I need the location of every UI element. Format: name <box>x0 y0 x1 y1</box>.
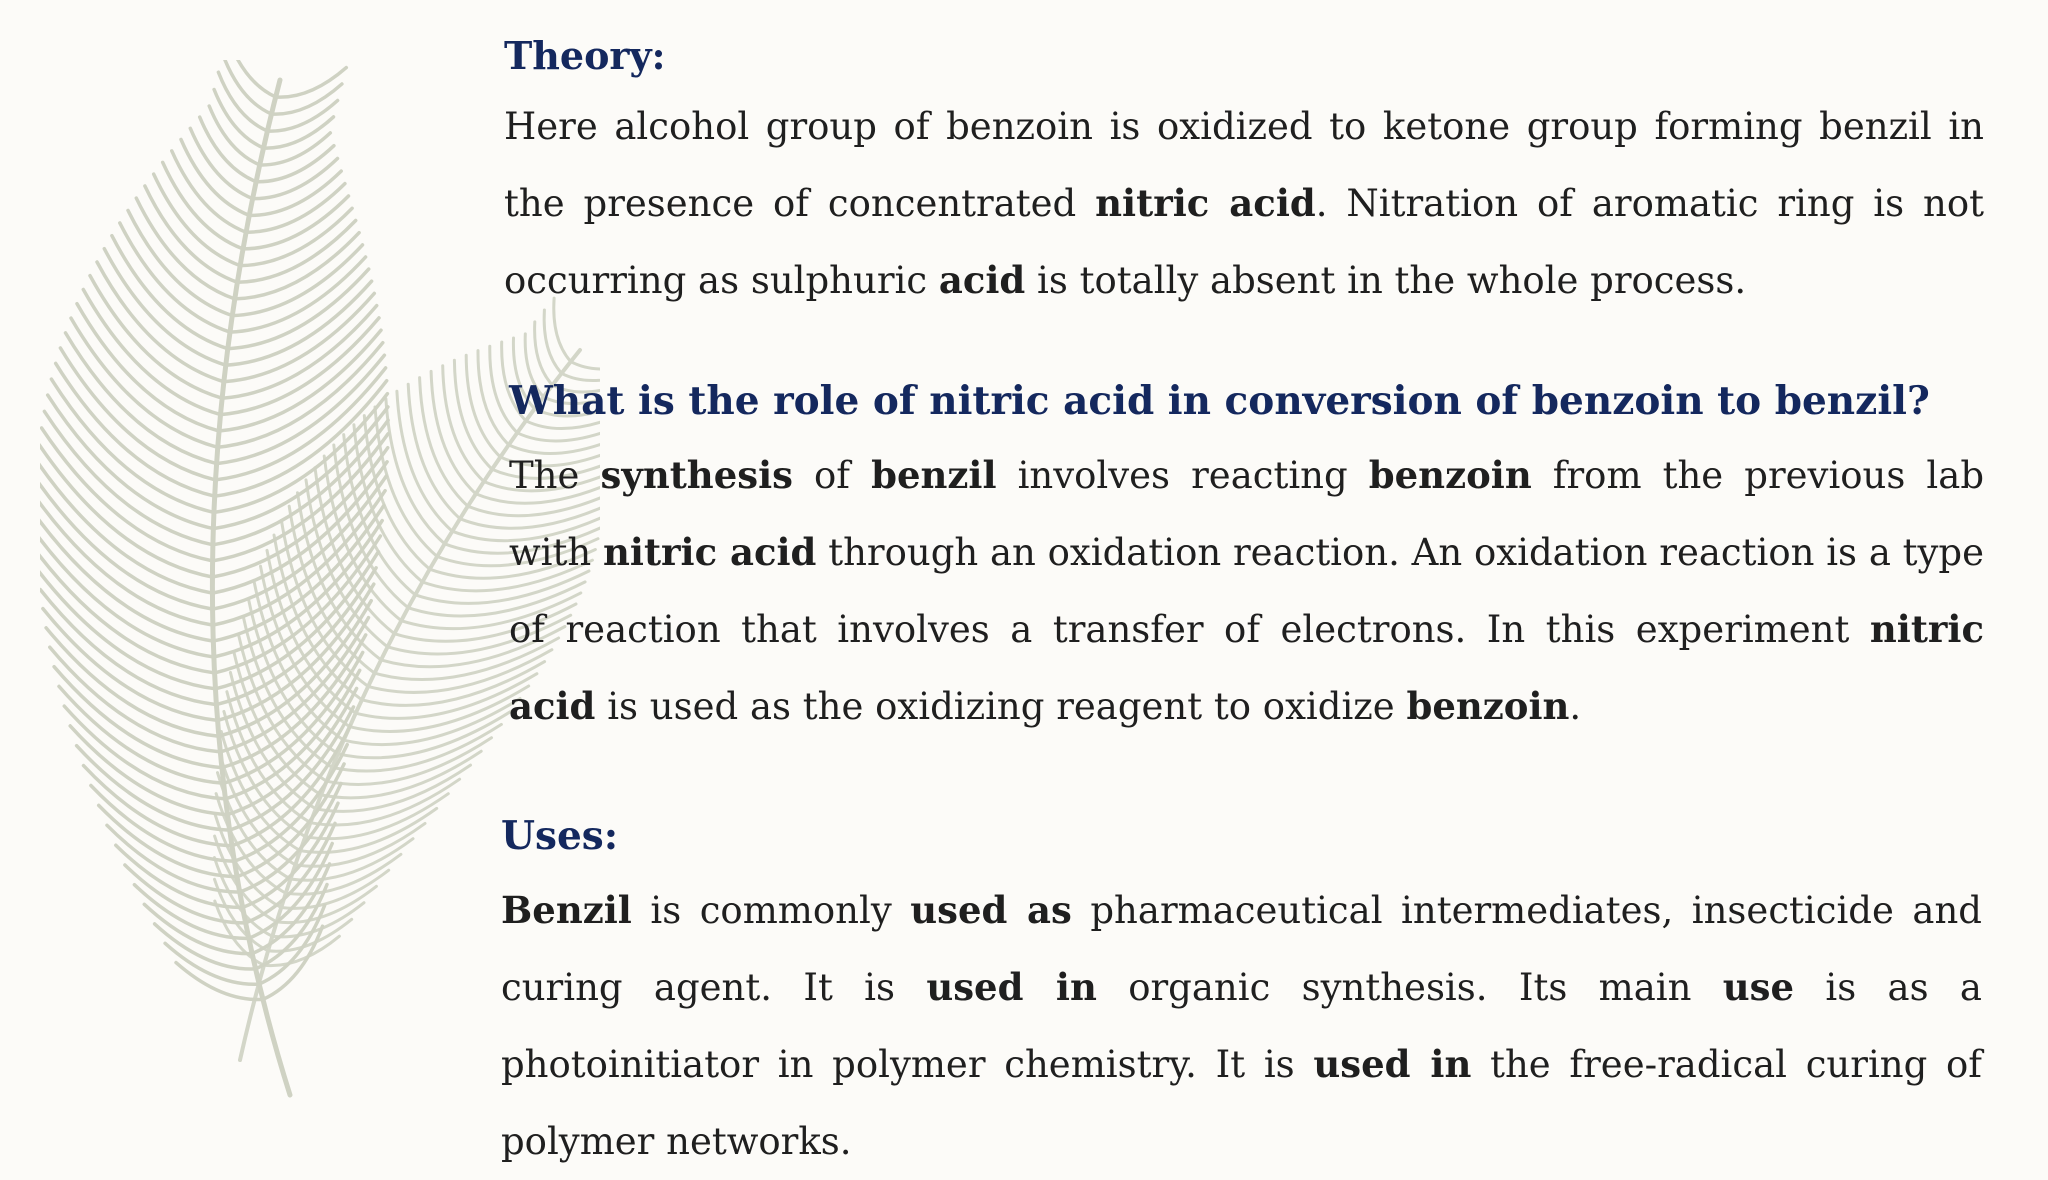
uses-text: the free-radical curing of polymer networks. <box>501 1043 1982 1163</box>
keyword-nitric-acid: nitric acid <box>1095 181 1316 225</box>
feather-barb <box>224 293 374 381</box>
feather-barb <box>454 360 492 469</box>
feather-barb <box>271 84 342 114</box>
feather-barb <box>84 766 232 846</box>
keyword-benzil: benzil <box>871 453 997 497</box>
keyword-used-as: used as <box>910 888 1072 932</box>
keyword-use: use <box>1722 965 1795 1009</box>
keyword-nitric-acid: nitric acid <box>509 607 1984 728</box>
feather-barb <box>226 281 372 365</box>
feather-barb <box>218 72 267 131</box>
uses-heading: Uses: <box>501 813 619 859</box>
uses-section <box>501 812 1982 1180</box>
keyword-benzoin: benzoin <box>1406 684 1570 728</box>
feather-barb <box>214 90 263 149</box>
role-text: of <box>792 454 872 497</box>
keyword-used-in: used in <box>926 965 1097 1009</box>
keyword-benzil: Benzil <box>501 888 632 932</box>
feather-barb <box>190 128 252 198</box>
role-text: from the previous lab with <box>509 454 1985 574</box>
role-text: through an oxidation reaction. An oxidation reaction is a type of reaction that involves a transfer of electrons. In this experiment <box>509 531 1985 651</box>
theory-paragraph <box>504 88 1984 319</box>
feather-barb <box>209 106 260 165</box>
feather-barb <box>154 174 240 266</box>
role-text: . <box>1569 685 1582 728</box>
feather-barb <box>64 706 225 799</box>
theory-text: Here alcohol group of benzoin is oxidized to ketone group forming benzil in the presence of concentrated <box>504 105 1984 225</box>
role-text: The <box>509 454 601 497</box>
feather-barb <box>222 306 377 399</box>
feather-barb <box>77 746 230 830</box>
keyword-benzoin: benzoin <box>1368 453 1532 497</box>
theory-text: is totally absent in the whole process. <box>1025 259 1747 302</box>
theory-heading: Theory: <box>504 33 666 78</box>
role-section <box>509 377 1984 745</box>
feather-barb <box>571 362 600 369</box>
uses-paragraph <box>501 872 1982 1180</box>
uses-text: is commonly <box>631 889 911 932</box>
role-text: involves reacting <box>996 454 1369 497</box>
theory-section <box>504 32 1984 319</box>
feather-barb <box>223 60 272 114</box>
uses-text: organic synthesis. Its main <box>1096 966 1723 1009</box>
feather-barb <box>70 726 227 815</box>
role-paragraph <box>509 437 1984 745</box>
keyword-used-in: used in <box>1313 1042 1472 1086</box>
uses-text: pharmaceutical intermediates, insecticide and curing agent. It is <box>501 889 1982 1009</box>
keyword-synthesis: synthesis <box>600 453 793 497</box>
theory-text: . Nitration of aromatic ring is not occurring as sulphuric <box>504 182 1984 302</box>
uses-text: is as a photoinitiator in polymer chemistry. It is <box>501 966 1982 1086</box>
role-text: is used as the oxidizing reagent to oxidize <box>595 685 1407 728</box>
feather-barb <box>397 391 452 531</box>
role-heading: What is the role of nitric acid in conversion of benzoin to benzil? <box>509 378 1930 424</box>
feather-barb <box>249 171 341 215</box>
feather-barb <box>200 117 256 182</box>
keyword-nitric-acid: nitric acid <box>602 530 817 574</box>
keyword-acid: acid <box>938 258 1026 302</box>
feather-barb <box>276 68 347 98</box>
feather-barb <box>246 184 345 233</box>
